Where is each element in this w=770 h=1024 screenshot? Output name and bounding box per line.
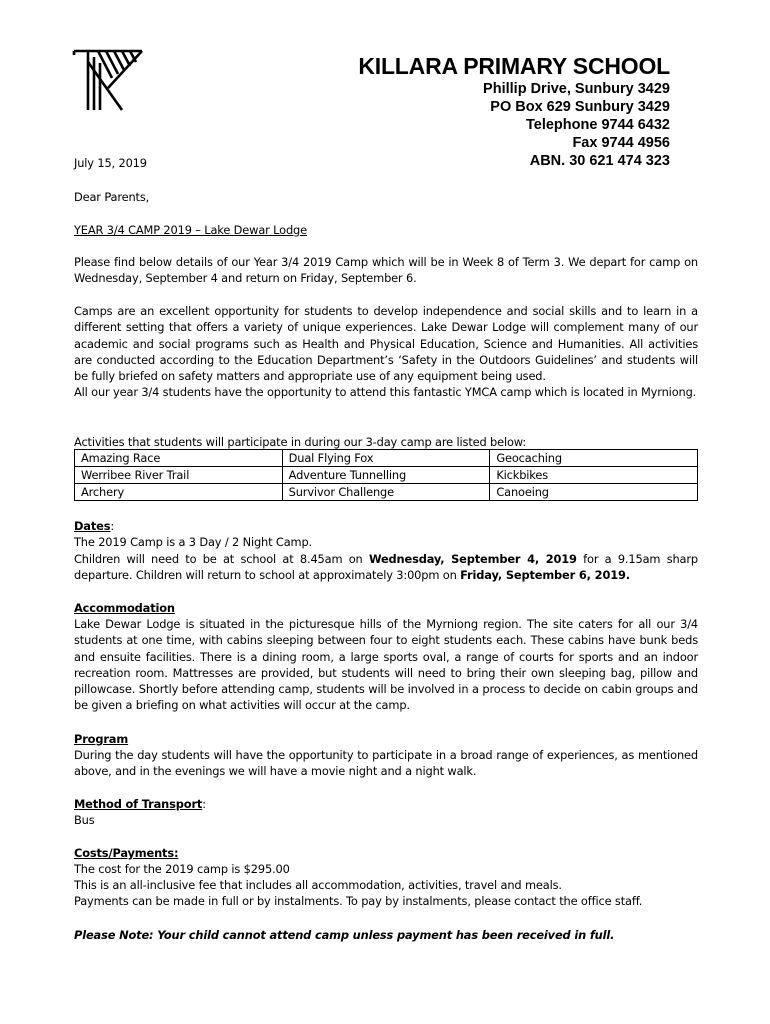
payment-note: Please Note: Your child cannot attend camp unless payment has been received in full.	[74, 928, 615, 942]
table-cell: Kickbikes	[490, 467, 698, 484]
program-heading	[74, 731, 698, 747]
costs-heading-text: Costs/Payments:	[74, 846, 179, 860]
table-row	[75, 450, 698, 467]
cost-amount-line: The cost for the 2019 camp is $295.00	[74, 862, 290, 876]
activities-table	[74, 449, 698, 501]
school-name: KILLARA PRIMARY SCHOOL	[358, 53, 670, 79]
salutation: Dear Parents,	[74, 190, 150, 204]
dates-text: for a 9.15am sharp departure. Children will return to school at approximately 3:00pm on	[74, 552, 698, 583]
accommodation-heading	[74, 600, 698, 616]
depart-date: Wednesday, September 4, 2019	[368, 552, 577, 566]
dates-heading	[74, 518, 698, 534]
table-cell: Survivor Challenge	[282, 484, 490, 501]
letter-date: July 15, 2019	[74, 156, 147, 170]
table-row	[75, 467, 698, 484]
table-cell: Geocaching	[490, 450, 698, 467]
transport-value: Bus	[74, 813, 95, 827]
payment-line: Payments can be made in full or by instalments. To pay by instalments, please contact the office staff.	[74, 894, 643, 908]
table-cell: Canoeing	[490, 484, 698, 501]
accommodation-heading-text: Accommodation	[74, 601, 175, 615]
table-cell: Archery	[75, 484, 283, 501]
transport-heading-text: Method of Transport	[74, 797, 203, 811]
camps-paragraph: Camps are an excellent opportunity for students to develop independence and social skills and to learn in a different setting that offers a variety of unique experiences. Lake Dewar Lodge will complement many of our academic and social programs such as Health and Physical Education, Science and Humanities. All activities are conducted according to the Education Department’s ‘Safety in the Outdoors Guidelines’ and students will be fully briefed on safety matters and appropriate use of any equipment being used.	[74, 304, 698, 384]
table-cell: Werribee River Trail	[75, 467, 283, 484]
subject-text: YEAR 3/4 CAMP 2019 – Lake Dewar Lodge	[74, 223, 307, 237]
transport-heading-colon: :	[202, 797, 206, 811]
ymca-paragraph: All our year 3/4 students have the opportunity to attend this fantastic YMCA camp which is located in Myrniong.	[74, 385, 697, 399]
table-cell: Adventure Tunnelling	[282, 467, 490, 484]
fax-line: Fax 9744 4956	[572, 135, 670, 151]
letterhead	[358, 52, 670, 170]
school-logo	[72, 48, 144, 112]
dates-text: Children will need to be at school at 8.45am on	[74, 552, 369, 566]
address-line: Phillip Drive, Sunbury 3429	[483, 81, 670, 97]
activities-intro: Activities that students will participate in during our 3-day camp are listed below:	[74, 435, 527, 449]
dates-heading-colon: :	[110, 519, 115, 533]
program-paragraph: During the day students will have the opportunity to participate in a broad range of experiences, as mentioned above, and in the evenings we will have a movie night and a night walk.	[74, 748, 698, 779]
accommodation-paragraph: Lake Dewar Lodge is situated in the picturesque hills of the Myrniong region. The site caters for all our 3/4 students at one time, with cabins sleeping between four to eight students each. These cabins have bunk beds and ensuite facilities. There is a dining room, a large sports oval, a range of courts for sports and an indoor recreation room. Mattresses are provided, but students will need to bring their own sleeping bag, pillow and pillowcase. Shortly before attending camp, students will be involved in a process to decide on cabin groups and be given a briefing on what activities will occur at the camp.	[74, 617, 698, 713]
return-date: Friday, September 6, 2019.	[460, 568, 630, 583]
dates-heading-text: Dates	[74, 519, 111, 533]
subject-line	[74, 222, 698, 238]
table-cell: Dual Flying Fox	[282, 450, 490, 467]
table-row	[75, 484, 698, 501]
transport-heading	[74, 796, 698, 812]
program-heading-text: Program	[74, 732, 129, 746]
costs-heading	[74, 845, 698, 861]
dates-line-2	[74, 551, 698, 584]
telephone-line: Telephone 9744 6432	[525, 117, 670, 133]
intro-paragraph: Please find below details of our Year 3/4 2019 Camp which will be in Week 8 of Term 3. We depart for camp on Wednesday, September 4 and return on Friday, September 6.	[74, 255, 698, 286]
abn-line: ABN. 30 621 474 323	[529, 153, 670, 169]
address-line: PO Box 629 Sunbury 3429	[490, 99, 670, 115]
dates-line-1: The 2019 Camp is a 3 Day / 2 Night Camp.	[74, 535, 313, 549]
cost-inclusive-line: This is an all-inclusive fee that includes all accommodation, activities, travel and meals.	[74, 878, 562, 892]
table-cell: Amazing Race	[75, 450, 283, 467]
